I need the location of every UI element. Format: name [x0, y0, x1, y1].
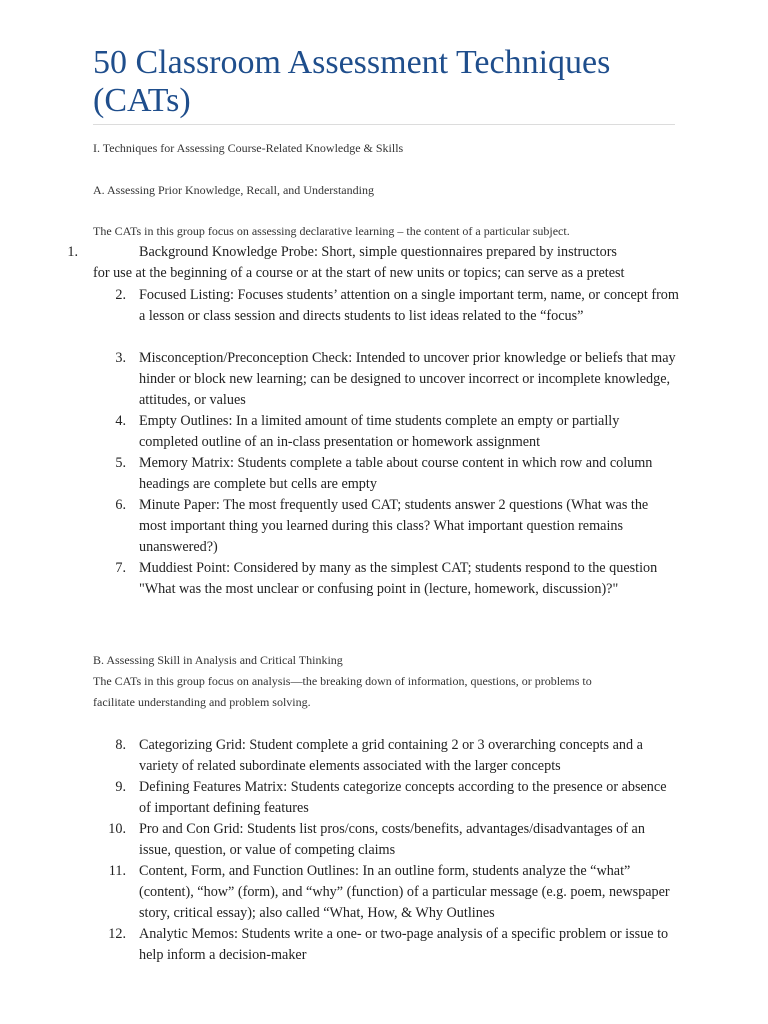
item-1-line-1: Background Knowledge Probe: Short, simple questionnaires prepared by instructors — [139, 244, 617, 260]
item-number: 6. — [115, 497, 126, 513]
list-item-text: Muddiest Point: Considered by many as the simplest CAT; students respond to the question "What was the most unclear or confusing point in (lecture, homework, discussion)?" — [139, 560, 658, 597]
item-number: 7. — [115, 560, 126, 576]
list-item-text: Categorizing Grid: Student complete a grid containing 2 or 3 overarching concepts and a variety of related subordinate elements associated with the larger concepts — [139, 737, 643, 774]
item-number: 3. — [115, 350, 126, 366]
item-number: 8. — [115, 737, 126, 753]
item-number: 12. — [108, 926, 126, 942]
item-number: 10. — [108, 821, 126, 837]
section-b-intro-line-2: facilitate understanding and problem solving. — [93, 695, 311, 709]
title-divider — [93, 124, 675, 125]
item-number: 5. — [115, 455, 126, 471]
list-item-text: Content, Form, and Function Outlines: In an outline form, students analyze the “what” (content), “how” (form), and “why” (function) of a particular message (e.g. poem, newspaper story, critical essay); also called “What, How, & Why Outlines — [139, 863, 670, 921]
item-number: 2. — [115, 287, 126, 303]
item-number: 9. — [115, 779, 126, 795]
item-1-line-2: for use at the beginning of a course or at the start of new units or topics; can serve as a pretest — [93, 265, 625, 281]
list-item-text: Empty Outlines: In a limited amount of time students complete an empty or partially completed outline of an in-class presentation or homework assignment — [139, 413, 620, 450]
document-title: 50 Classroom Assessment Techniques (CATs) — [93, 44, 611, 119]
section-a-intro: The CATs in this group focus on assessing declarative learning – the content of a particular subject. — [93, 224, 570, 238]
list-item-text: Defining Features Matrix: Students categorize concepts according to the presence or absence of important defining features — [139, 779, 667, 816]
section-heading-a: A. Assessing Prior Knowledge, Recall, and Understanding — [93, 183, 374, 197]
list-item-text: Pro and Con Grid: Students list pros/cons, costs/benefits, advantages/disadvantages of an issue, question, or value of competing claims — [139, 821, 645, 858]
list-item-text: Minute Paper: The most frequently used CAT; students answer 2 questions (What was the most important thing you learned during this class? What important question remains unanswered?) — [139, 497, 649, 555]
section-heading-b: B. Assessing Skill in Analysis and Critical Thinking — [93, 653, 343, 667]
item-number: 11. — [108, 863, 126, 879]
section-b-intro-line-1: The CATs in this group focus on analysis—the breaking down of information, questions, or problems to — [93, 674, 592, 688]
item-number: 4. — [115, 413, 126, 429]
section-heading-i: I. Techniques for Assessing Course-Related Knowledge & Skills — [93, 141, 404, 155]
list-item-text: Analytic Memos: Students write a one- or two-page analysis of a specific problem or issue to help inform a decision-maker — [139, 926, 669, 963]
list-item-text: Misconception/Preconception Check: Intended to uncover prior knowledge or beliefs that may hinder or block new learning; can be designed to uncover incorrect or incomplete knowledge, attitudes, or values — [139, 350, 676, 408]
list-item-text: Focused Listing: Focuses students’ attention on a single important term, name, or concept from a lesson or class session and directs students to list ideas related to the “focus” — [139, 287, 679, 324]
item-number: 1. — [67, 244, 78, 260]
list-item-text: Memory Matrix: Students complete a table about course content in which row and column headings are complete but cells are empty — [139, 455, 653, 492]
